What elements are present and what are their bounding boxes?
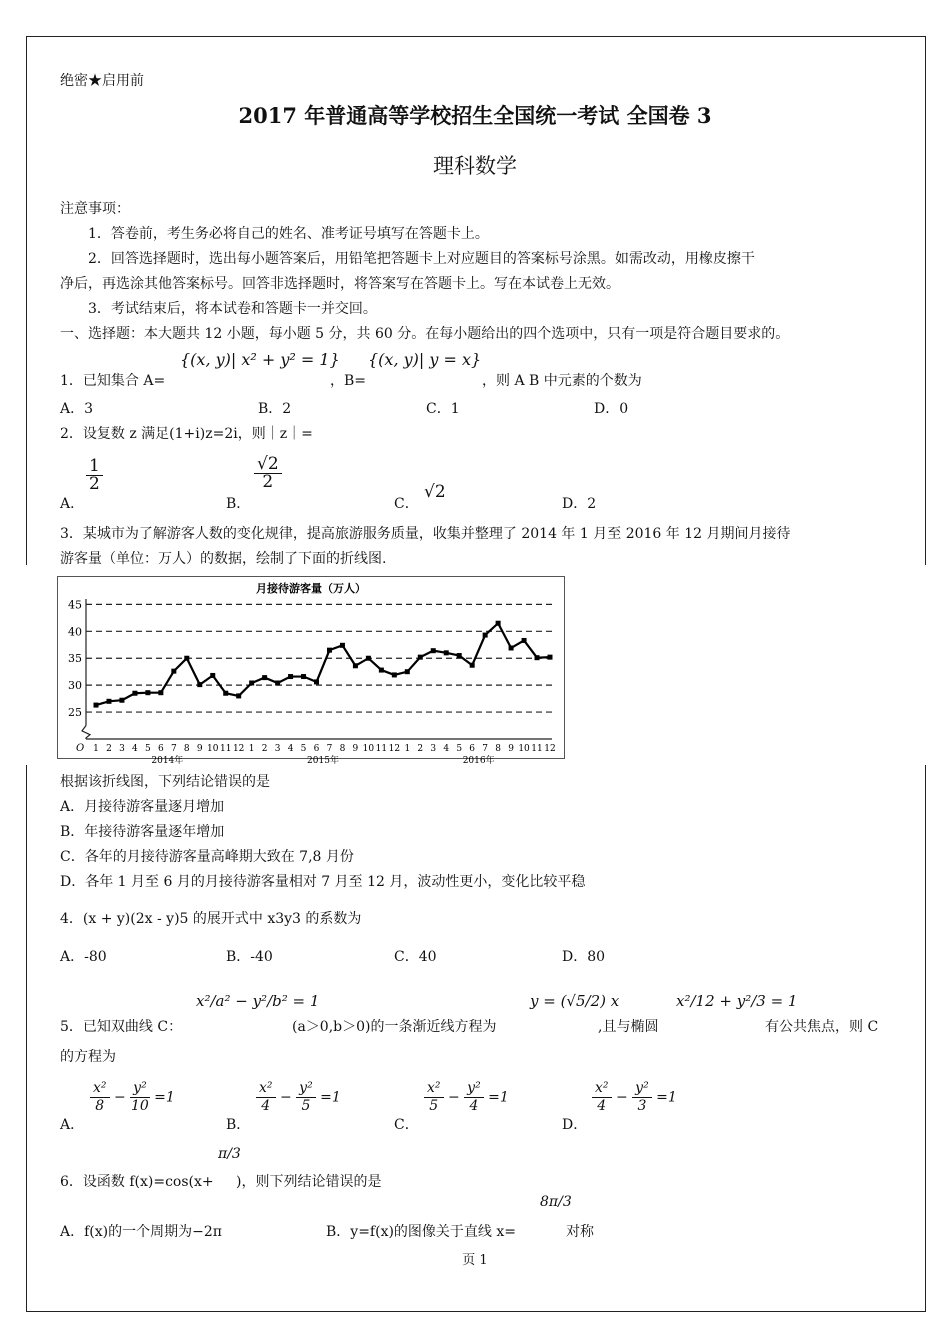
data-point (145, 690, 150, 695)
x-tick-label: 1 (404, 744, 411, 754)
x-tick-label: 10 (207, 744, 219, 754)
q2-option-b-frac (254, 456, 282, 491)
q1-set-a: {(x, y)| x² + y² = 1} (180, 350, 340, 369)
notice-heading: 注意事项： (60, 201, 130, 217)
x-tick-label: 9 (196, 744, 203, 754)
data-point (288, 674, 293, 679)
q4-stem: 4．(x + y)(2x - y)5 的展开式中 x3y3 的系数为 (60, 911, 362, 927)
x-tick-label: 12 (544, 744, 556, 754)
q2-b-num: √2 (254, 456, 282, 474)
x-tick-label: 3 (119, 744, 125, 754)
data-point (262, 675, 267, 680)
data-point (249, 681, 254, 686)
q5-d-a: 4 (597, 1098, 607, 1114)
q5-c-b: 4 (469, 1098, 479, 1114)
data-point (509, 646, 514, 651)
x-tick-label: 9 (508, 744, 514, 754)
q5-option-a-eq: $\frac{\text{x²}}{8}$ − $\frac{\text{y²}}{10}$ =1 (90, 1080, 175, 1115)
q2-option-d: D．2 (562, 496, 597, 512)
q5-option-c-label: C． (394, 1117, 419, 1133)
q2-option-c-label: C． (394, 496, 419, 512)
q5-a-a: 8 (95, 1098, 105, 1114)
q4-option-d: D．80 (562, 949, 606, 965)
x-tick-label: 7 (170, 744, 177, 754)
x-tick-label: 10 (362, 744, 375, 754)
q6-option-a: A．f(x)的一个周期为−2π (60, 1224, 222, 1240)
x-tick-label: 5 (300, 744, 307, 754)
y-tick-label: 25 (68, 706, 82, 720)
chart-title: 月接待游客量（万人） (256, 582, 366, 595)
q5-option-d-eq: $\frac{\text{x²}}{4}$ − $\frac{\text{y²}}{3}$ =1 (592, 1080, 677, 1115)
x-tick-label: 3 (430, 744, 437, 754)
x-tick-label: 5 (456, 744, 463, 754)
x-tick-label: 8 (339, 744, 346, 754)
page-number: 页 1 (462, 1253, 488, 1268)
y-tick-label: 35 (68, 652, 82, 666)
data-point (522, 638, 527, 643)
x-tick-label: 10 (518, 744, 530, 754)
year-label: 2015年 (307, 756, 339, 766)
series-line (96, 623, 550, 705)
q2-stem: 2．设复数 z 满足(1+i)z=2i，则｜z｜= (60, 426, 313, 442)
data-point (431, 648, 436, 653)
q5-option-a-label: A． (60, 1117, 85, 1133)
data-point (171, 669, 176, 674)
q2-option-c-value: √2 (424, 482, 446, 502)
data-point (210, 673, 215, 678)
data-point (94, 703, 99, 708)
q1-option-d: D．0 (594, 401, 629, 417)
data-point (197, 682, 202, 687)
year-label: 2016年 (462, 756, 495, 766)
x-tick-label: 2 (417, 744, 424, 754)
q2-a-den: 2 (89, 474, 100, 494)
data-point (548, 655, 553, 660)
q3-option-c: C．各年的月接待游客量高峰期大致在 7,8 月份 (60, 849, 354, 865)
notice-item-2a: 2．回答选择题时，选出每小题答案后，用铅笔把答题卡上对应题目的答案标号涂黑。如需改动，用橡皮擦干 (88, 251, 755, 267)
q1-option-b: B．2 (258, 401, 292, 417)
year-label: 2014年 (151, 756, 184, 766)
x-tick-label: 1 (93, 744, 99, 754)
x-tick-label: 9 (352, 744, 359, 754)
q6-pi-frac: π/3 (218, 1146, 241, 1162)
q5-stem-e: 的方程为 (60, 1049, 116, 1065)
secret-label: 绝密★启用前 (60, 73, 144, 89)
q5-option-d-label: D． (562, 1117, 588, 1133)
x-tick-label: 12 (232, 744, 245, 754)
x-tick-label: 11 (219, 744, 232, 754)
q3-option-a: A．月接待游客量逐月增加 (60, 799, 225, 815)
x-tick-label: 7 (326, 744, 333, 754)
q5-a-b: 10 (131, 1098, 149, 1114)
data-point (314, 679, 319, 684)
q6-option-b-a: B．y=f(x)的图像关于直线 x= (326, 1224, 517, 1240)
q5-ellipse: x²/12 + y²/3 = 1 (676, 992, 798, 1010)
q3-option-b: B．年接待游客量逐年增加 (60, 824, 225, 840)
data-point (236, 693, 241, 698)
data-point (483, 633, 488, 638)
x-tick-label: 4 (287, 744, 294, 754)
x-tick-label: 6 (313, 744, 320, 754)
x-tick-label: 6 (157, 744, 164, 754)
data-point (158, 690, 163, 695)
q5-b-a: 4 (261, 1098, 271, 1114)
q3-stem-b: 游客量（单位：万人）的数据，绘制了下面的折线图. (60, 551, 387, 567)
q2-option-a-frac (86, 458, 103, 493)
x-tick-label: 11 (531, 744, 543, 754)
q3-option-d: D．各年 1 月至 6 月的月接待游客量相对 7 月至 12 月，波动性更小，变化比较平稳 (60, 874, 586, 890)
data-point (275, 681, 280, 686)
x-tick-label: 12 (388, 744, 401, 754)
q5-b-b: 5 (301, 1098, 311, 1114)
x-tick-label: 1 (248, 744, 255, 754)
data-point (535, 655, 540, 660)
q2-option-a-label: A． (60, 496, 85, 512)
x-tick-label: 2 (106, 744, 112, 754)
q5-c-a: 5 (429, 1098, 439, 1114)
x-tick-label: 6 (469, 744, 476, 754)
q5-stem-d: 有公共焦点，则 C (765, 1019, 879, 1035)
data-point (418, 655, 423, 660)
data-point (327, 648, 332, 653)
data-point (405, 669, 410, 674)
q6-stem-a: 6．设函数 f(x)=cos(x+ (60, 1174, 214, 1190)
q5-stem-b: (a＞0,b＞0)的一条渐近线方程为 (292, 1019, 497, 1035)
data-point (340, 643, 345, 648)
y-tick-label: 30 (68, 679, 82, 693)
q2-a-num: 1 (86, 458, 103, 476)
notice-item-2b: 净后，再选涂其他答案标号。回答非选择题时，将答案写在答题卡上。写在本试卷上无效。 (60, 276, 620, 292)
q5-option-b-label: B． (226, 1117, 251, 1133)
q1-option-a: A．3 (60, 401, 94, 417)
exam-subtitle: 理科数学 (433, 154, 517, 178)
border-gap-right (922, 565, 926, 765)
q6-option-b-frac: 8π/3 (540, 1194, 572, 1210)
data-point (353, 663, 358, 668)
x-tick-label: 8 (183, 744, 190, 754)
data-point (223, 691, 228, 696)
q1-stem-a: 1．已知集合 A= (60, 373, 166, 389)
data-point (379, 668, 384, 673)
data-point (106, 699, 111, 704)
data-point (184, 656, 189, 661)
x-tick-label: 3 (274, 744, 281, 754)
q5-d-b: 3 (637, 1098, 647, 1114)
data-point (457, 653, 462, 658)
q1-set-b: {(x, y)| y = x} (368, 350, 482, 369)
x-tick-label: 2 (261, 744, 268, 754)
data-point (366, 656, 371, 661)
q1-stem-b: ，B= (330, 373, 367, 389)
x-tick-label: 4 (132, 744, 138, 754)
q6-stem-b: )，则下列结论错误的是 (236, 1174, 382, 1190)
q3-after: 根据该折线图，下列结论错误的是 (60, 774, 270, 790)
origin-label: O (76, 743, 85, 754)
notice-item-1: 1．答卷前，考生务必将自己的姓名、准考证号填写在答题卡上。 (88, 226, 489, 242)
notice-item-3: 3．考试结束后，将本试卷和答题卡一并交回。 (88, 301, 377, 317)
data-point (119, 698, 124, 703)
data-point (496, 621, 501, 626)
data-point (301, 674, 306, 679)
exam-title: 2017 年普通高等学校招生全国统一考试 全国卷 3 (238, 103, 712, 128)
visitor-line-chart (57, 576, 565, 766)
q4-option-a: A．-80 (60, 949, 107, 965)
section-heading: 一、选择题：本大题共 12 小题，每小题 5 分，共 60 分。在每小题给出的四个选项中，只有一项是符合题目要求的。 (60, 326, 790, 342)
q5-option-c-eq: $\frac{\text{x²}}{5}$ − $\frac{\text{y²}}{4}$ =1 (424, 1080, 509, 1115)
q5-stem-c: ,且与椭圆 (598, 1019, 659, 1035)
q6-option-b-b: 对称 (566, 1224, 594, 1240)
y-axis-break (82, 726, 90, 739)
q5-hyperbola: x²/a² − y²/b² = 1 (196, 992, 320, 1010)
q5-stem-a: 5．已知双曲线 C： (60, 1019, 183, 1035)
x-tick-label: 4 (443, 744, 450, 754)
data-point (444, 650, 449, 655)
chart-svg (58, 577, 564, 766)
y-tick-label: 45 (68, 598, 82, 612)
data-point (392, 672, 397, 677)
x-tick-label: 11 (375, 744, 388, 754)
q4-option-b: B．-40 (226, 949, 273, 965)
data-point (132, 691, 137, 696)
q2-b-den: 2 (262, 472, 274, 492)
q4-option-c: C．40 (394, 949, 437, 965)
q5-option-b-eq: $\frac{\text{x²}}{4}$ − $\frac{\text{y²}}{5}$ =1 (256, 1080, 341, 1115)
x-tick-label: 5 (145, 744, 151, 754)
q3-stem-a: 3．某城市为了解游客人数的变化规律，提高旅游服务质量，收集并整理了 2014 年 1 月至 2016 年 12 月期间月接待 (60, 526, 791, 542)
x-tick-label: 8 (495, 744, 501, 754)
q1-option-c: C．1 (426, 401, 460, 417)
q2-option-b-label: B． (226, 496, 251, 512)
data-point (470, 663, 475, 668)
q5-asymptote: y = (√5/2) x (530, 992, 620, 1010)
q1-stem-c: ，则 A B 中元素的个数为 (482, 373, 642, 389)
y-tick-label: 40 (68, 625, 82, 639)
border-gap-left (24, 565, 28, 765)
x-tick-label: 7 (482, 744, 489, 754)
